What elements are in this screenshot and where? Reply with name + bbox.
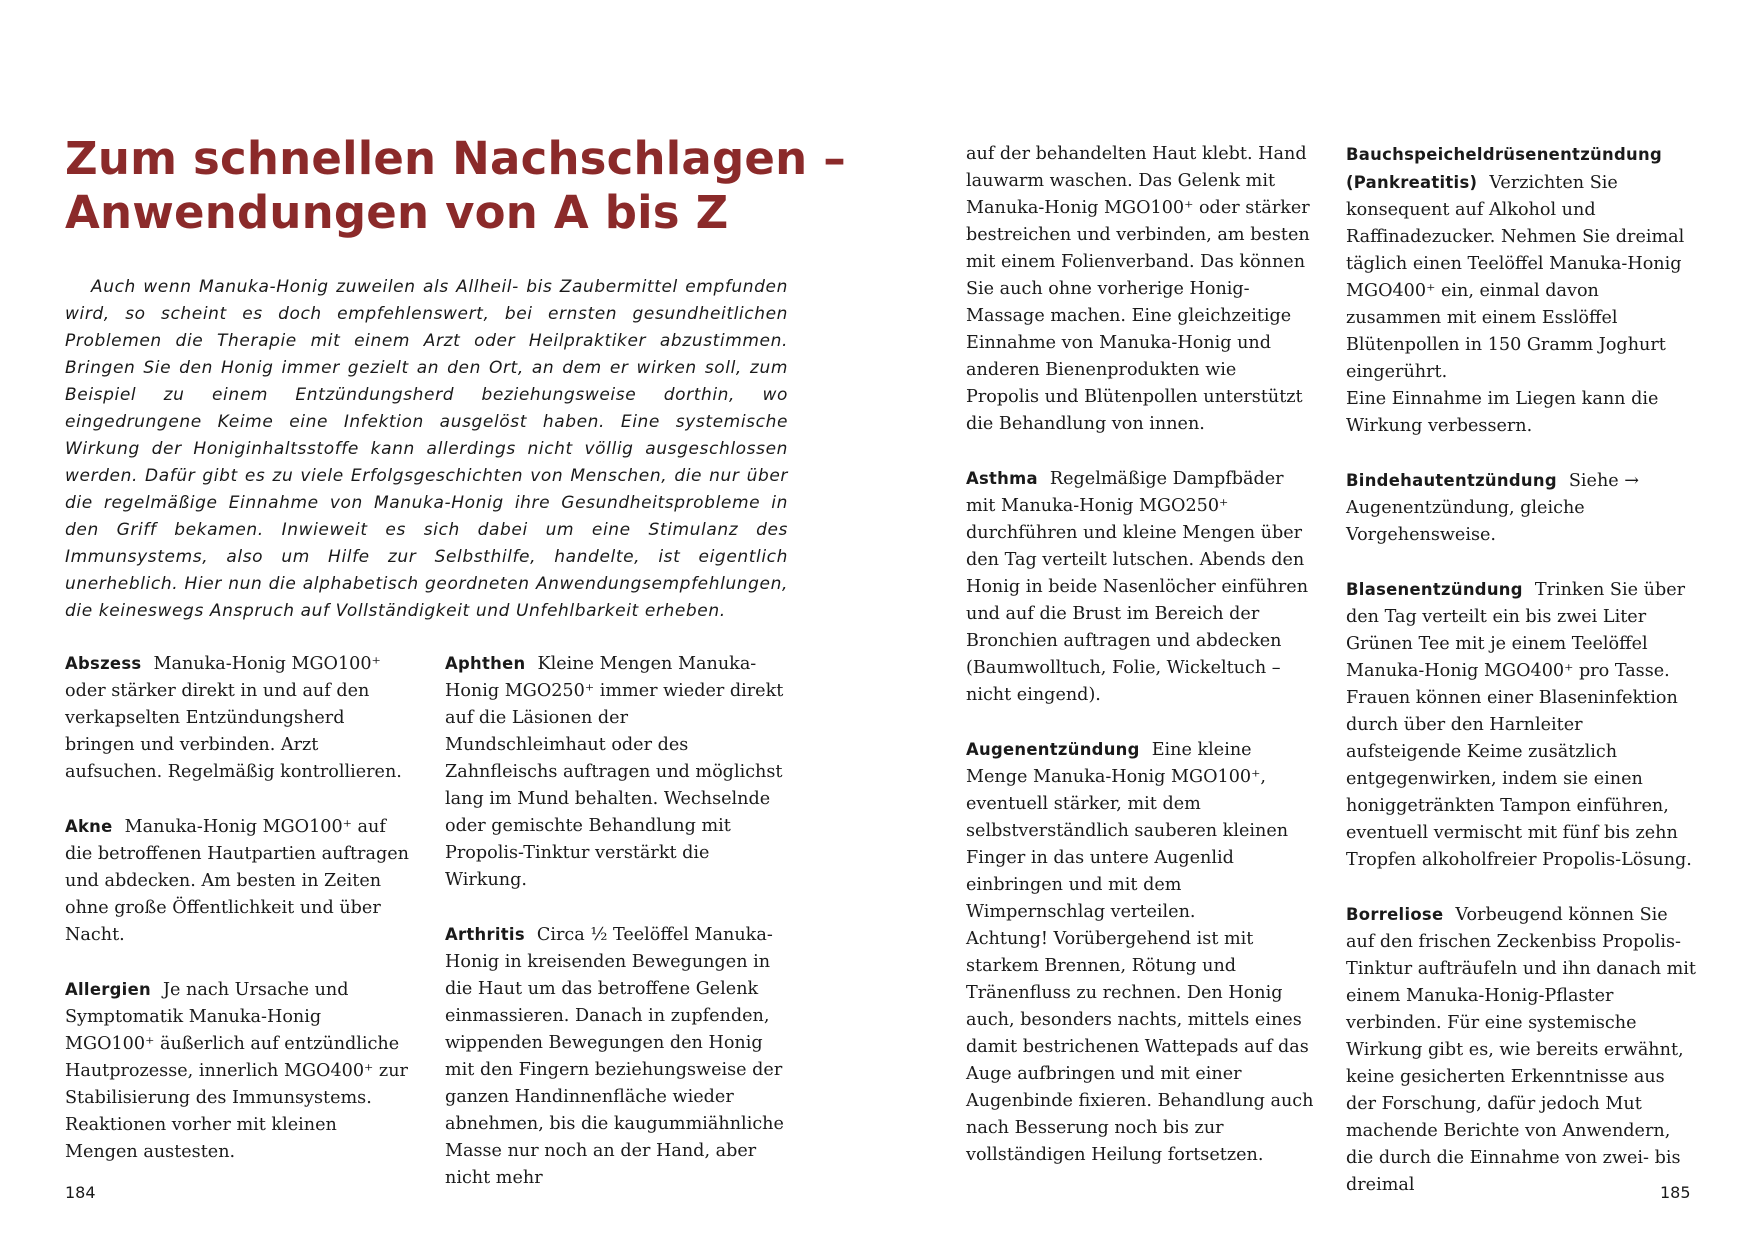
entry-akne: [65, 813, 413, 949]
entry-text: Kleine Mengen Manuka-Honig MGO250⁺ immer wieder direkt auf die Läsionen der Mundschleimhaut oder des Zahnfleischs auftragen und möglichst lang im Mund behalten. Wechselnde oder gemischte Behandlung mit Propolis-Tinktur verstärkt die Wirkung.: [445, 654, 784, 890]
entry-text: Vorbeugend können Sie auf den frischen Zeckenbiss Propolis-Tinktur aufträufeln und ihn danach mit einem Manuka-Honig-Pflaster verbinden. Für eine systemische Wirkung gibt es, wie bereits erwähnt, keine gesicherten Erkenntnisse aus der Forschung, dafür jedoch Mut machende Berichte von Anwendern, die durch die Einnahme von zwei- bis dreimal: [1346, 905, 1696, 1195]
intro-paragraph: [65, 274, 788, 625]
entry-arthritis: [445, 921, 793, 1192]
intro-text: Auch wenn Manuka-Honig zuweilen als Allheil- bis Zaubermittel empfunden wird, so scheint es doch empfehlenswert, bei ernsten gesundheitlichen Problemen die Therapie mit einem Arzt oder Heilpraktiker abzustimmen. Bringen Sie den Honig immer gezielt an den Ort, an dem er wirken soll, zum Beispiel zu einem Entzündungsherd beziehungsweise dorthin, wo eingedrungene Keime eine Infektion ausgelöst haben. Eine systemische Wirkung der Honiginhaltsstoffe kann allerdings nicht völlig ausgeschlossen werden. Dafür gibt es zu viele Erfolgsgeschichten von Menschen, die nur über die regelmäßige Einnahme von Manuka-Honig ihre Gesundheitsprobleme in den Griff bekamen. Inwieweit es sich dabei um eine Stimulanz des Immunsystems, also um Hilfe zur Selbsthilfe, handelte, ist eigentlich unerheblich. Hier nun die alphabetisch geordneten Anwendungsempfehlungen, die keineswegs Anspruch auf Vollständigkeit und Unfehlbarkeit erheben.: [65, 277, 788, 621]
entry-term: Bindehautentzündung: [1346, 471, 1557, 490]
right-column-1: [966, 141, 1314, 1169]
entry-term: Asthma: [966, 469, 1038, 488]
entry-allergien: [65, 976, 413, 1166]
entry-abszess: [65, 650, 413, 786]
entry-text: Verzichten Sie konsequent auf Alkohol und Raffinadezucker. Nehmen Sie dreimal täglich einen Teelöffel Manuka-Honig MGO400⁺ ein, einmal davon zusammen mit einem Esslöffel Blütenpollen in 150 Gramm Joghurt eingerührt.: [1346, 173, 1685, 382]
entry-text-warning: Achtung! Vorübergehend ist mit starkem Brennen, Rötung und Tränenfluss zu rechnen. Den Honig auch, besonders nachts, mittels eines damit bestrichenen Wattepads auf das Auge aufbringen und mit einer Augenbinde fixieren. Behandlung auch nach Besserung noch bis zur vollständigen Heilung fortsetzen.: [966, 929, 1314, 1165]
entry-term: Allergien: [65, 980, 151, 999]
entry-term: Arthritis: [445, 925, 525, 944]
entry-term: Borreliose: [1346, 905, 1444, 924]
right-page: [874, 0, 1748, 1240]
entry-bindehautentzuendung: [1346, 467, 1698, 549]
page-number-right: 185: [1660, 1183, 1691, 1202]
entry-term: Augenentzündung: [966, 740, 1140, 759]
entry-asthma: [966, 465, 1314, 709]
entry-text: Manuka-Honig MGO100⁺ oder stärker direkt in und auf den verkapselten Entzündungsherd bringen und verbinden. Arzt aufsuchen. Regelmäßig kontrollieren.: [65, 654, 402, 782]
entry-blasenentzuendung: [1346, 576, 1698, 874]
entry-text-note: Eine Einnahme im Liegen kann die Wirkung verbessern.: [1346, 389, 1659, 436]
entry-text: Je nach Ursache und Symptomatik Manuka-Honig MGO100⁺ äußerlich auf entzündliche Hautprozesse, innerlich MGO400⁺ zur Stabilisierung des Immunsystems. Reaktionen vorher mit kleinen Mengen austesten.: [65, 980, 408, 1162]
entry-term: Bauchspeicheldrüsenentzündung (Pankreatitis): [1346, 145, 1662, 192]
entry-arthritis-continuation: auf der behandelten Haut klebt. Hand lauwarm waschen. Das Gelenk mit Manuka-Honig MGO100⁺ oder stärker bestreichen und verbinden, am besten mit einem Folienverband. Das können Sie auch ohne vorherige Honig-Massage machen. Eine gleichzeitige Einnahme von Manuka-Honig und anderen Bienenprodukten wie Propolis und Blütenpollen unterstützt die Behandlung von innen.: [966, 144, 1310, 434]
entry-borreliose: [1346, 901, 1698, 1199]
entry-text: Trinken Sie über den Tag verteilt ein bis zwei Liter Grünen Tee mit je einem Teelöffel Manuka-Honig MGO400⁺ pro Tasse. Frauen können einer Blaseninfektion durch über den Harnleiter aufsteigende Keime zusätzlich entgegenwirken, indem sie einen honiggetränkten Tampon einführen, eventuell vermischt mit fünf bis zehn Tropfen alkoholfreier Propolis-Lösung.: [1346, 580, 1692, 870]
entry-augenentzuendung: [966, 736, 1314, 1169]
entry-text: Siehe → Augenentzündung, gleiche Vorgehensweise.: [1346, 471, 1640, 545]
entry-term: Aphthen: [445, 654, 526, 673]
left-column-2: [445, 650, 793, 1192]
left-column-1: [65, 650, 413, 1166]
entry-text: Eine kleine Menge Manuka-Honig MGO100⁺, eventuell stärker, mit dem selbstverständlich sauberen kleinen Finger in das untere Augenlid einbringen und mit dem Wimpernschlag verteilen.: [966, 740, 1289, 922]
page-number-left: 184: [65, 1183, 96, 1202]
entry-term: Akne: [65, 817, 113, 836]
entry-term: Blasenentzündung: [1346, 580, 1523, 599]
title-line-2: Anwendungen von A bis Z: [65, 186, 729, 239]
entry-aphthen: [445, 650, 793, 894]
entry-text: Regelmäßige Dampfbäder mit Manuka-Honig MGO250⁺ durchführen und kleine Mengen über den Tag verteilt lutschen. Abends den Honig in beide Nasenlöcher einführen und auf die Brust im Bereich der Bronchien auftragen und abdecken (Baumwolltuch, Folie, Wickeltuch – nicht eingend).: [966, 469, 1309, 705]
entry-text: Manuka-Honig MGO100⁺ auf die betroffenen Hautpartien auftragen und abdecken. Am besten in Zeiten ohne große Öffentlichkeit und über Nacht.: [65, 817, 409, 945]
page-title: [65, 132, 846, 240]
entry-term: Abszess: [65, 654, 142, 673]
title-line-1: Zum schnellen Nachschlagen –: [65, 132, 846, 185]
entry-text: Circa ½ Teelöffel Manuka-Honig in kreisenden Bewegungen in die Haut um das betroffene Gelenk einmassieren. Danach in zupfenden, wippenden Bewegungen den Honig mit den Fingern beziehungsweise der ganzen Handinnenfläche wieder abnehmen, bis die kaugummiähnliche Masse nur noch an der Hand, aber nicht mehr: [445, 925, 784, 1188]
entry-pankreatitis: [1346, 141, 1698, 440]
right-column-2: [1346, 141, 1698, 1199]
